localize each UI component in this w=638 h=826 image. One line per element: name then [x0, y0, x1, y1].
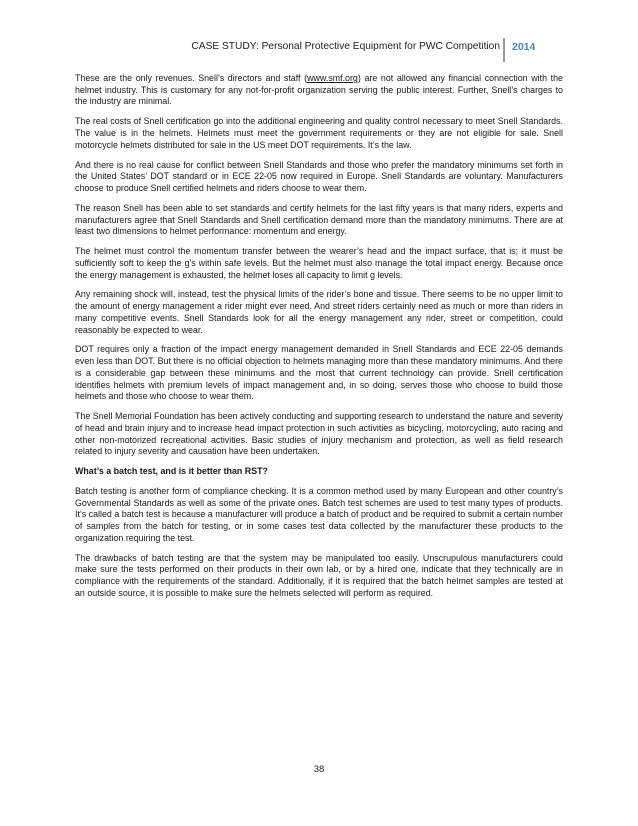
paragraph-dot: DOT requires only a fraction of the impact energy management demanded in Snell Standards and ECE 22-05 demands even less than DOT. But there is no official objection to helmets managing more than these mandatory minimums. And there is a considerable gap between these minimums and the most that current technology can provide. Snell certification identifies helmets with premium levels of impact management and, in so doing, serves those who choose to build those helmets and those who choose to wear them.	[75, 344, 563, 402]
paragraph-revenues-text-a: These are the only revenues. Snell’s directors and staff (	[75, 73, 308, 83]
page-header	[0, 38, 638, 60]
document-body	[75, 73, 563, 608]
paragraph-batch-drawbacks: The drawbacks of batch testing are that the system may be manipulated too easily. Unscrupulous manufacturers could make sure the tests performed on their products in their own lab, or by a hired one, indicate that they technically are in compliance with the requirements of the standard. Additionally, if it is required that the batch helmet samples are tested at an outside source, it is possible to make sure the helmets selected will perform as required.	[75, 552, 563, 598]
paragraph-research: The Snell Memorial Foundation has been actively conducting and supporting research to understand the nature and severity of head and brain injury and to increase head impact protection in such activities as bicycling, motorcycling, auto racing and other non-motorized recreational activities. Basic studies of injury mechanism and protection, as well as field research related to injury severity and causation have been undertaken.	[75, 411, 563, 457]
section-heading-batch-test: What’s a batch test, and is it better than RST?	[75, 466, 268, 477]
paragraph-momentum: The helmet must control the momentum transfer between the wearer’s head and the impact surface, that is; it must be sufficiently soft to keep the g’s within safe levels. But the helmet must also manage the total impact energy. Because once the energy management is exhausted, the helmet loses all capacity to limit g levels.	[75, 246, 563, 280]
header-title: CASE STUDY: Personal Protective Equipment for PWC Competition	[191, 41, 500, 52]
header-divider	[503, 38, 505, 62]
paragraph-shock: Any remaining shock will, instead, test the physical limits of the rider’s bone and tissue. There seems to be no upper limit to the amount of energy management a rider might ever need. And street riders certainly need as much or more than riders in many competitive events. Snell Standards look for all the energy management any rider, street or competition, could reasonably be expected to wear.	[75, 289, 563, 335]
paragraph-revenues	[75, 73, 563, 108]
header-year: 2014	[512, 41, 536, 53]
snell-website-link[interactable]: www.smf.org	[307, 73, 358, 83]
paragraph-fifty-years: The reason Snell has been able to set standards and certify helmets for the last fifty years is that many riders, experts and manufacturers agree that Snell Standards and Snell certification demand more than the mandatory minimums. There are at least two dimensions to helmet performance: momentum and energy.	[75, 202, 563, 237]
paragraph-certification-costs: The real costs of Snell certification go into the additional engineering and quality control necessary to meet Snell Standards. The value is in the helmets. Helmets must meet the government requirements or they are not eligible for sale. Snell motorcycle helmets distributed for sale in the US meet DOT requirements. It’s the law.	[75, 116, 563, 150]
paragraph-batch-testing: Batch testing is another form of compliance checking. It is a common method used by many European and other country’s Governmental Standards as well as some of the private ones. Batch test schemes are used to test many types of products. It’s called a batch test is because a manufacturer will produce a batch of product and be required to submit a certain number of samples from the batch for testing, or in some cases test data collected by the manufacturer these products to the organization requiring the test.	[75, 486, 563, 543]
paragraph-revenues-text-b: ) are not allowed any financial connection with the helmet industry. This is customary for any not-for-profit organization serving the public interest. Further, Snell’s charges to the industry are minimal.	[75, 73, 563, 107]
paragraph-no-conflict: And there is no real cause for conflict between Snell Standards and those who prefer the mandatory minimums set forth in the United States’ DOT standard or in ECE 22-05 now required in Europe. Snell Standards are voluntary. Manufacturers choose to produce Snell certified helmets and riders choose to wear them.	[75, 159, 563, 193]
page-number: 38	[313, 764, 325, 775]
